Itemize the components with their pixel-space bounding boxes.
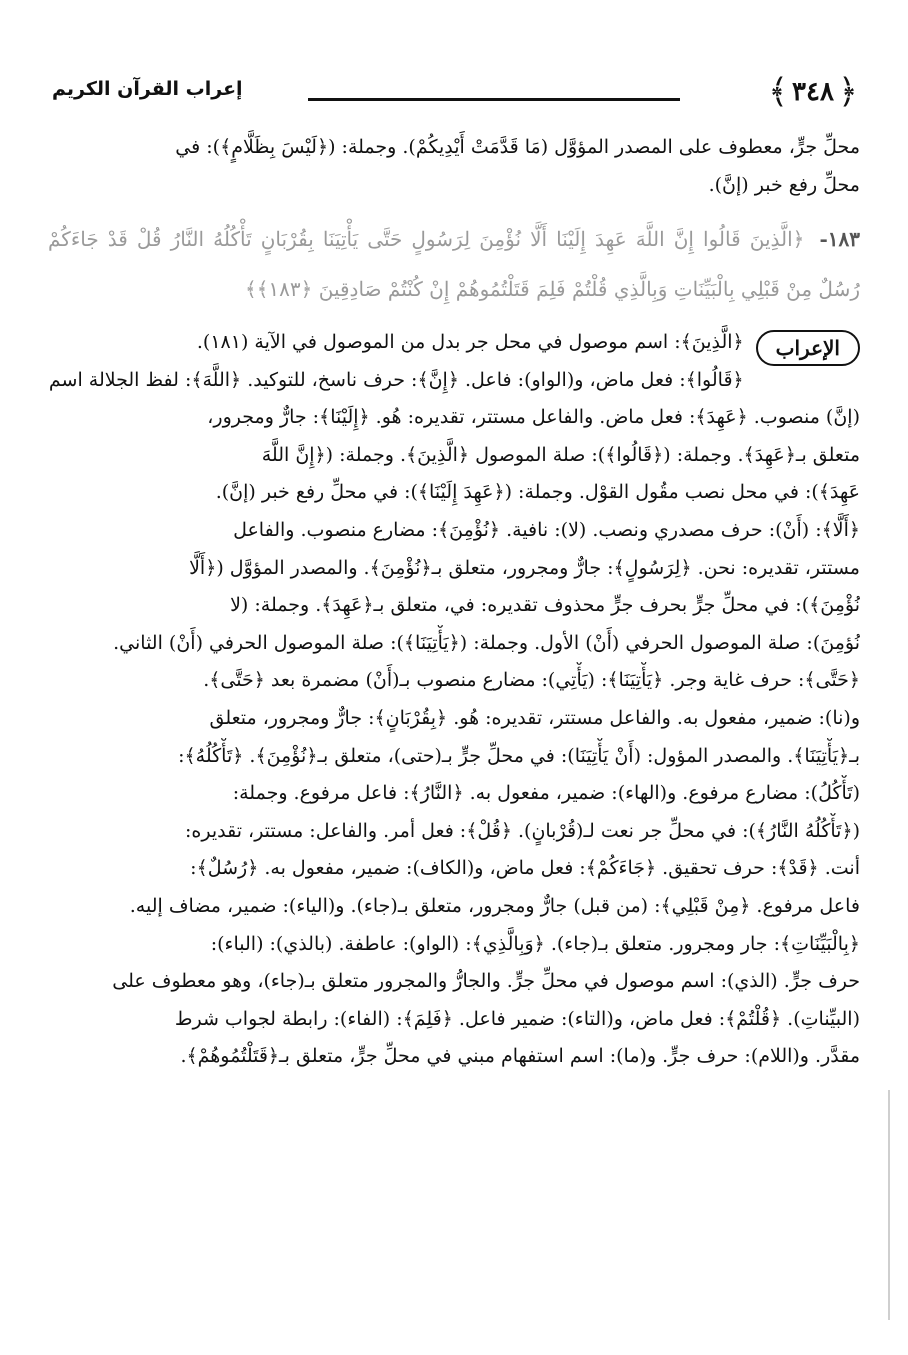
analysis-line: نُؤمِنَ): صلة الموصول الحرفي (أَنْ) الأول. وجملة: (﴿يَأْتِيَنَا﴾): صلة الموصول الحرفي (أَنْ) الثاني.	[113, 631, 860, 654]
book-title: إعراب القرآن الكريم	[52, 78, 243, 100]
analysis-line: ﴿بِالْبَيِّنَاتِ﴾: جار ومجرور. متعلق بـ(جاء). ﴿وَبِالَّذِي﴾: (الواو): عاطفة. (بالذي): (الباء):	[210, 932, 860, 955]
brace-left-ornament: ﴾	[768, 72, 789, 112]
intro-line: محلِّ رفع خبر (إنَّ).	[708, 174, 860, 196]
analysis-line: (تَأْكُلُ): مضارع مرفوع. و(الهاء): ضمير، مفعول به. ﴿النَّارُ﴾: فاعل مرفوع. وجملة:	[232, 782, 860, 805]
verse-text: ﴿الَّذِينَ قَالُوا إِنَّ اللَّهَ عَهِدَ إِلَيْنَا أَلَّا نُؤْمِنَ لِرَسُولٍ حَتَّى يَأْتِيَنَا بِقُرْبَانٍ تَأْكُلُهُ النَّارُ قُلْ قَدْ جَاءَكُمْ رُسُلٌ مِنْ قَبْلِي بِالْبَيِّنَاتِ وَبِالَّذِي قُلْتُمْ فَلِمَ قَتَلْتُمُوهُمْ إِنْ كُنْتُمْ صَادِقِينَ ﴿١٨٣﴾﴾	[48, 227, 860, 301]
intro-line: محلِّ جرٍّ، معطوف على المصدر المؤوَّل (مَا قَدَّمَتْ أَيْدِيكُمْ). وجملة: (﴿لَيْسَ بِظَلَّامٍ﴾): في	[175, 136, 860, 158]
analysis-line: مستتر، تقديره: نحن. ﴿لِرَسُولٍ﴾: جارٌّ ومجرور، متعلق بـ﴿نُؤْمِنَ﴾. والمصدر المؤوَّل (﴿أَلَّا	[189, 556, 860, 579]
irab-analysis	[48, 324, 860, 1076]
analysis-line: فاعل مرفوع. ﴿مِنْ قَبْلِي﴾: (من قبل) جارٌّ ومجرور، متعلق بـ(جاء). و(الياء): ضمير، مضاف إليه.	[129, 894, 860, 917]
intro-paragraph	[48, 128, 860, 204]
analysis-line: بـ﴿يَأْتِيَنَا﴾. والمصدر المؤول: (أَنْ يَأْتِيَنَا): في محلِّ جرٍّ بـ(حتى)، متعلق بـ﴿نُؤْمِنَ﴾. ﴿تَأْكُلُهُ﴾:	[178, 744, 860, 767]
page-number	[768, 72, 858, 112]
page-number-text: ٣٤٨	[792, 77, 834, 107]
header-divider	[308, 98, 680, 101]
analysis-line: عَهِدَ﴾): في محل نصب مقُول القوْل. وجملة: (﴿عَهِدَ إِلَيْنَا﴾): في محلِّ رفع خبر (إنَّ).	[215, 481, 860, 504]
analysis-line: (البيِّناتِ). ﴿قُلْتُمْ﴾: فعل ماض، و(التاء): ضمير فاعل. ﴿فَلِمَ﴾: (الفاء): رابطة لجواب شرط	[174, 1007, 860, 1030]
analysis-line: (إنَّ) منصوب. ﴿عَهِدَ﴾: فعل ماض. والفاعل مستتر، تقديره: هُو. ﴿إِلَيْنَا﴾: جارٌّ ومجرور،	[207, 406, 860, 429]
analysis-line: ﴿حَتَّى﴾: حرف غاية وجر. ﴿يَأْتِيَنَا﴾: (يَأْتِي): مضارع منصوب بـ(أَنْ) مضمرة بعد ﴿حَتَّى﴾.	[203, 669, 860, 692]
analysis-line: ﴿الَّذِينَ﴾: اسم موصول في محل جر بدل من الموصول في الآية (١٨١).	[196, 331, 744, 353]
analysis-line: ﴿قَالُوا﴾: فعل ماض، و(الواو): فاعل. ﴿إِنَّ﴾: حرف ناسخ، للتوكيد. ﴿اللَّهَ﴾: لفظ الجلالة اسم	[48, 368, 744, 391]
analysis-line: مقدَّر. و(اللام): حرف جرٍّ. و(ما): اسم استفهام مبني في محلِّ جرٍّ، متعلق بـ﴿قَتَلْتُمُوهُمْ﴾.	[180, 1045, 860, 1068]
analysis-line: ﴿أَلَّا﴾: (أَنْ): حرف مصدري ونصب. (لا): نافية. ﴿نُؤْمِنَ﴾: مضارع منصوب. والفاعل	[233, 518, 860, 541]
analysis-line: متعلق بـ﴿عَهِدَ﴾. وجملة: (﴿قَالُوا﴾): صلة الموصول ﴿الَّذِينَ﴾. وجملة: (﴿إِنَّ اللَّهَ	[261, 443, 860, 466]
analysis-line: و(نا): ضمير، مفعول به. والفاعل مستتر، تقديره: هُو. ﴿بِقُرْبَانٍ﴾: جارٌّ ومجرور، متعلق	[209, 706, 860, 729]
irab-label-wrap	[756, 330, 860, 369]
scan-margin-line	[888, 1090, 890, 1320]
analysis-line: أنت. ﴿قَدْ﴾: حرف تحقيق. ﴿جَاءَكُمْ﴾: فعل ماض، و(الكاف): ضمير، مفعول به. ﴿رُسُلٌ﴾:	[190, 857, 860, 880]
analysis-line: (﴿تَأْكُلُهُ النَّارُ﴾): في محلِّ جر نعت لـ(قُرْبانٍ). ﴿قُلْ﴾: فعل أمر. والفاعل: مستتر، تقديره:	[185, 819, 860, 842]
analysis-line: نُؤْمِنَ﴾): في محلِّ جرٍّ بحرف جرٍّ محذوف تقديره: في، متعلق بـ﴿عَهِدَ﴾. وجملة: (لا	[230, 594, 860, 617]
quran-verse	[48, 214, 860, 314]
page-header	[46, 70, 858, 120]
irab-label: الإعراب	[756, 330, 860, 366]
brace-right-ornament: ﴿	[837, 72, 858, 112]
analysis-line: حرف جرٍّ. (الذي): اسم موصول في محلِّ جرٍّ. والجارُّ والمجرور متعلق بـ(جاء)، وهو معطوف على	[112, 970, 860, 993]
page-content	[48, 128, 860, 1076]
verse-number: ١٨٣-	[819, 227, 860, 251]
